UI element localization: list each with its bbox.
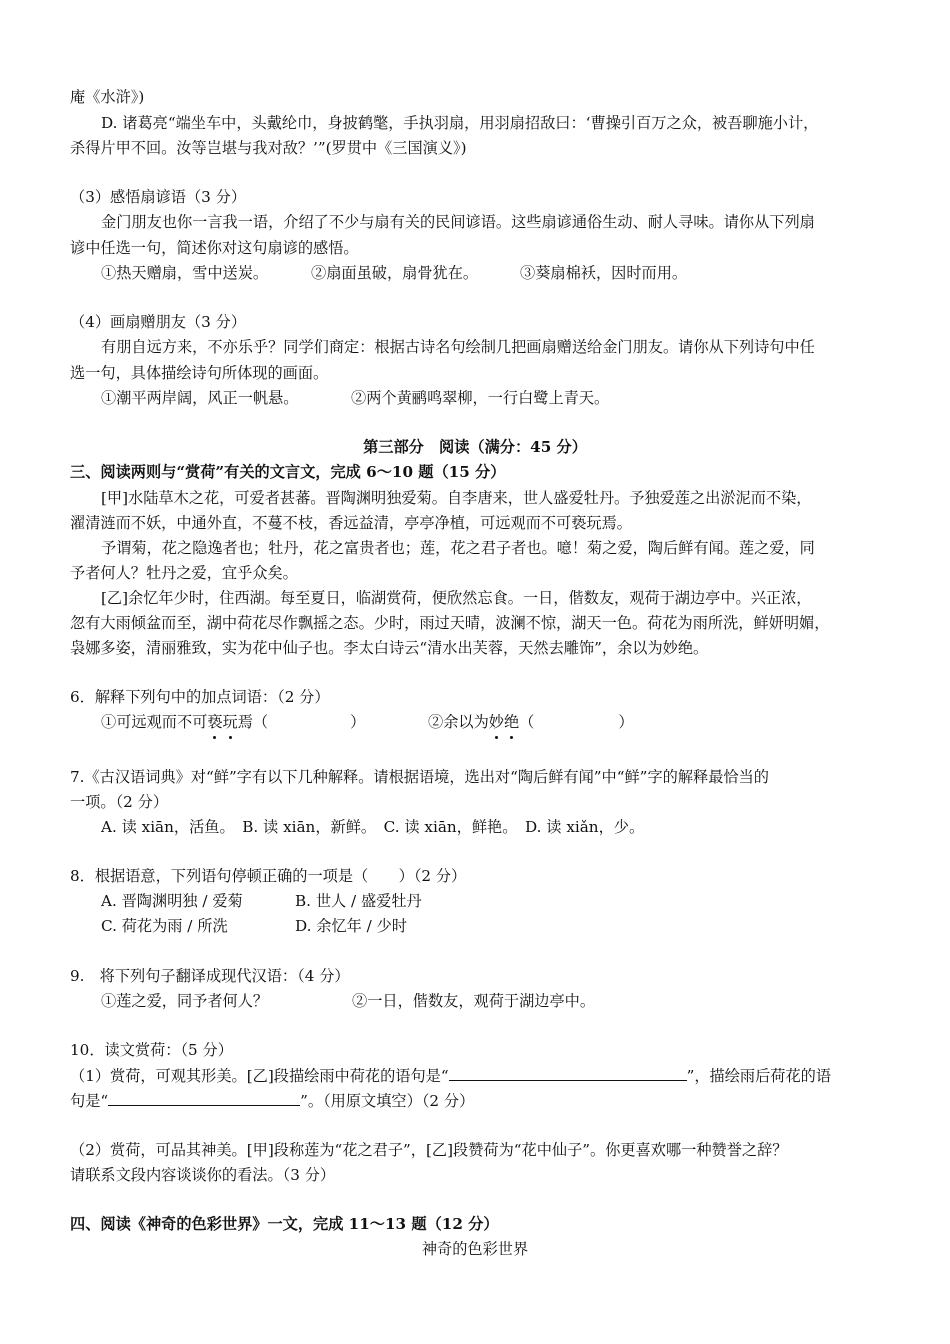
option-c: C. 荷花为雨 / 所洗 [101,917,228,935]
question-10-part-1: （1）赏荷，可观其形美。[乙]段描绘雨中荷花的语句是“ ”，描绘雨后荷花的语 [70,1067,832,1085]
question-4-heading: （4）画扇赠朋友（3 分） [70,313,247,331]
question-3-heading: （3）感悟扇谚语（3 分） [70,188,247,206]
fill-blank[interactable] [449,1066,687,1081]
question-10: 10．读文赏荷：（5 分） [70,1041,233,1059]
passage-line: [甲]水陆草木之花，可爱者甚蕃。晋陶渊明独爱菊。自李唐来，世人盛爱牡丹。予独爱莲之出淤泥而不染， [101,489,812,507]
question-7-options: A. 读 xiān，活鱼。 B. 读 xiān，新鲜。 C. 读 xiān，鲜艳。 D. 读 xiǎn，少。 [101,818,645,836]
text-line: 有朋自远方来，不亦乐乎？同学们商定：根据古诗名句绘制几把画扇赠送给金门朋友。请你从下列诗句中任 [101,338,815,356]
passage-line: 予者何人？牡丹之爱，宜乎众矣。 [70,564,298,582]
option-a: A. 晋陶渊明独 / 爱菊 [101,892,243,910]
part-3-heading: 三、阅读两则与“赏荷”有关的文言文，完成 6～10 题（15 分） [70,463,506,481]
text-line: 庵《水浒》) [70,88,145,106]
translate-sentence-2: ②一日，偕数友，观荷于湖边亭中。 [352,992,595,1010]
passage-line: 予谓菊，花之隐逸者也；牡丹，花之富贵者也；莲，花之君子者也。噫！菊之爱，陶后鲜有闻。莲之爱，同 [101,539,815,557]
text-line: 杀得片甲不回。汝等岂堪与我对敌？’”(罗贯中《三国演义》) [70,139,467,157]
section-3-title: 第三部分 阅读（满分：45 分） [363,438,587,456]
passage-line: 忽有大雨倾盆而至，湖中荷花尽作飘摇之态。少时，雨过天晴，波澜不惊，湖天一色。荷花为雨所洗，鲜妍明媚， [70,614,830,632]
passage-line: [乙]余忆年少时，住西湖。每至夏日，临湖赏荷，便欣然忘食。一日，偕数友，观荷于湖边亭中。兴正浓， [101,589,812,607]
emphasis-char: 亵 [207,713,223,731]
emphasis-char: 绝 [503,713,520,731]
passage-line: 袅娜多姿，清丽雅致，实为花中仙子也。李太白诗云“清水出芙蓉，天然去雕饰”，余以为妙绝。 [70,639,709,657]
text-line: 金门朋友也你一言我一语，介绍了不少与扇有关的民间谚语。这些扇谚通俗生动、耐人寻味。请你从下列扇 [101,213,815,231]
emphasis-char: 妙 [488,713,504,731]
text-line: 请联系文段内容谈谈你的看法。（3 分） [70,1166,336,1184]
text-line: 谚中任选一句，简述你对这句扇谚的感悟。 [70,239,359,257]
proverb-1: ①热天赠扇，雪中送炭。 [101,264,269,282]
text-line: 句是“ ”。（用原文填空）（2 分） [70,1092,475,1110]
question-6: 6．解释下列句中的加点词语：（2 分） [70,688,330,706]
emphasis-char: 玩 [222,713,238,731]
passage-line: 濯清涟而不妖，中通外直，不蔓不枝，香远益清，亭亭净植，可远观而不可亵玩焉。 [70,514,632,532]
text-line: 选一句，具体描绘诗句所体现的画面。 [70,364,329,382]
option-d: D. 余忆年 / 少时 [295,917,407,935]
fill-blank[interactable] [108,1091,300,1106]
translate-sentence-1: ①莲之爱，同予者何人？ [101,992,269,1010]
text-line: 一项。（2 分） [70,793,169,811]
question-8: 8．根据语意，下列语句停顿正确的一项是（ ）（2 分） [70,867,467,885]
question-6-item-2: ②余以为妙绝（ ） [428,713,634,731]
option-b: B. 世人 / 盛爱牡丹 [295,892,422,910]
question-7: 7.《古汉语词典》对“鲜”字有以下几种解释。请根据语境，选出对“陶后鲜有闻”中“鲜”字的解释最恰当的 [70,768,769,786]
option-d: D. 诸葛亮“端坐车中，头戴纶巾，身披鹤氅，手执羽扇，用羽扇招敌曰：‘曹操引百万之众，被吾聊施小计， [101,114,819,132]
proverb-3: ③葵扇棉袄，因时而用。 [520,264,688,282]
part-4-heading: 四、阅读《神奇的色彩世界》一文，完成 11～13 题（12 分） [70,1215,499,1233]
poem-line-1: ①潮平两岸阔，风正一帆悬。 [101,389,299,407]
proverb-2: ②扇面虽破，扇骨犹在。 [311,264,479,282]
question-9: 9. 将下列句子翻译成现代汉语：（4 分） [70,967,350,985]
question-10-part-2: （2）赏荷，可品其神美。[甲]段称莲为“花之君子”，[乙]段赞荷为“花中仙子”。你更喜欢哪一种赞誉之辞？ [70,1141,788,1159]
article-title: 神奇的色彩世界 [421,1240,529,1258]
poem-line-2: ②两个黄鹂鸣翠柳，一行白鹭上青天。 [351,389,610,407]
question-6-item-1: ①可远观而不可亵玩焉（ ） [101,713,366,731]
